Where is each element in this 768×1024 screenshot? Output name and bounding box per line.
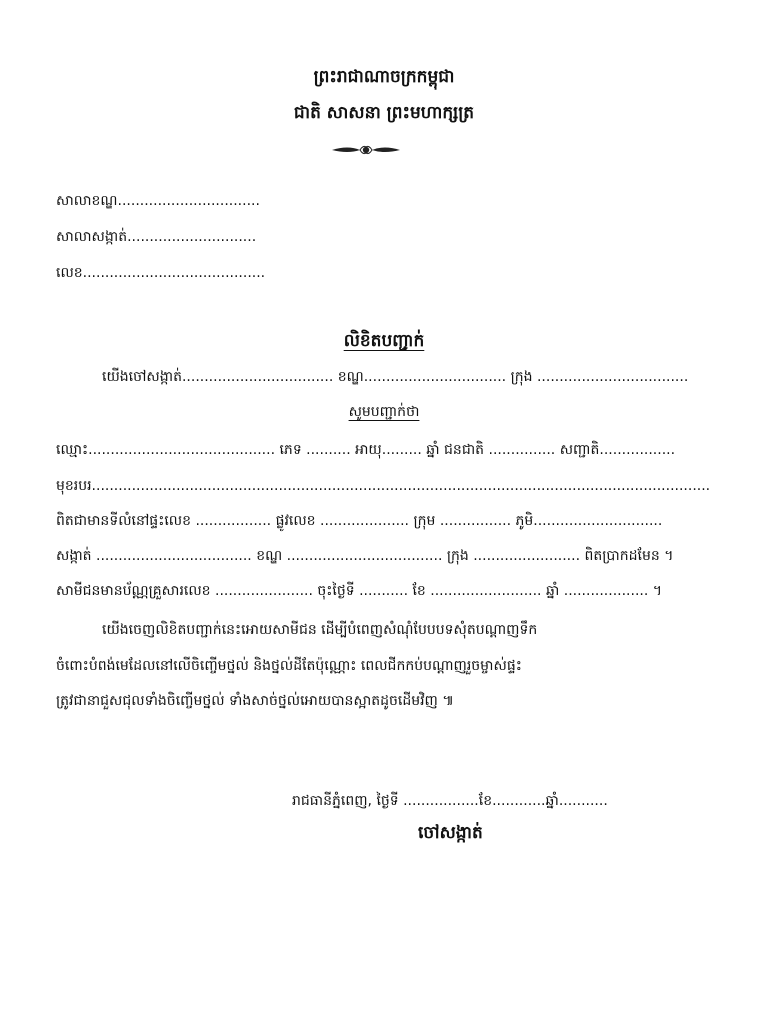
certify-heading bbox=[0, 402, 768, 423]
intro-line: យើងចៅសង្កាត់.................................. ខណ្ឌ................................ ក្រុង .................................. bbox=[102, 369, 689, 385]
document-title-text: លិខិតបញ្ជាក់ bbox=[343, 331, 425, 351]
family-book-line: សាមីជនមានប័ណ្ណគ្រួសារលេខ ...................... ចុះថ្ងៃទី ........... ខែ ......................... ឆ្នាំ ................... ។ bbox=[56, 583, 662, 599]
body-paragraph-line: យើងចេញលិខិតបញ្ជាក់នេះអោយសាមីជន ដើម្បីបំពេញសំណុំបែបបទសុំតបណ្តាញទឹក bbox=[102, 622, 538, 638]
motto-heading: ជាតិ សាសនា ព្រះមហាក្សត្រ bbox=[293, 103, 475, 123]
khan-hall-line: សាលាខណ្ឌ................................ bbox=[56, 193, 260, 209]
name-line: ឈ្មោះ.......................................... ភេទ .......... អាយុ......... ឆ្នាំ ជនជាតិ ............... សញ្ជាតិ................. bbox=[56, 442, 676, 458]
body-paragraph-line: ចំពោះបំពង់មេដែលនៅលើចិញ្ចើមថ្នល់ និងថ្នល់ដីតែប៉ុណ្ណោះ ពេលជីកកប់បណ្តាញរួចម្ចាស់ផ្ទះ bbox=[56, 658, 522, 674]
kingdom-heading: ព្រះរាជាណាចក្រកម្ពុជា bbox=[313, 67, 455, 87]
sangkat-line: សង្កាត់ ................................... ខណ្ឌ ................................... ក្រុង ........................ ពិតប្រាកដមែន ។ bbox=[56, 548, 674, 564]
reference-number-line: លេខ......................................... bbox=[56, 265, 266, 281]
sangkat-hall-line: សាលាសង្កាត់............................. bbox=[56, 229, 257, 245]
residence-line: ពិតជាមានទីលំនៅផ្ទះលេខ ................. ផ្លូវលេខ .................... ក្រុម ................ ភូមិ............................. bbox=[56, 513, 663, 529]
ornament-divider-icon bbox=[330, 142, 402, 158]
document-title bbox=[0, 330, 768, 355]
body-paragraph-line: ត្រូវជានាជួសជុលទាំងចិញ្ចើមថ្នល់ ទាំងសាច់ថ្នល់អោយបានស្អាតដូចដើមវិញ ៕ bbox=[56, 693, 454, 709]
certify-heading-text: សូមបញ្ជាក់ថា bbox=[348, 404, 420, 420]
occupation-line: មុខរបរ........................................................................................................................................... bbox=[56, 478, 711, 494]
signature-date-line: រាជធានីភ្នំពេញ, ថ្ងៃទី .................ខែ............ឆ្នាំ........... bbox=[292, 793, 608, 809]
signer-title: ចៅសង្កាត់ bbox=[418, 823, 483, 843]
